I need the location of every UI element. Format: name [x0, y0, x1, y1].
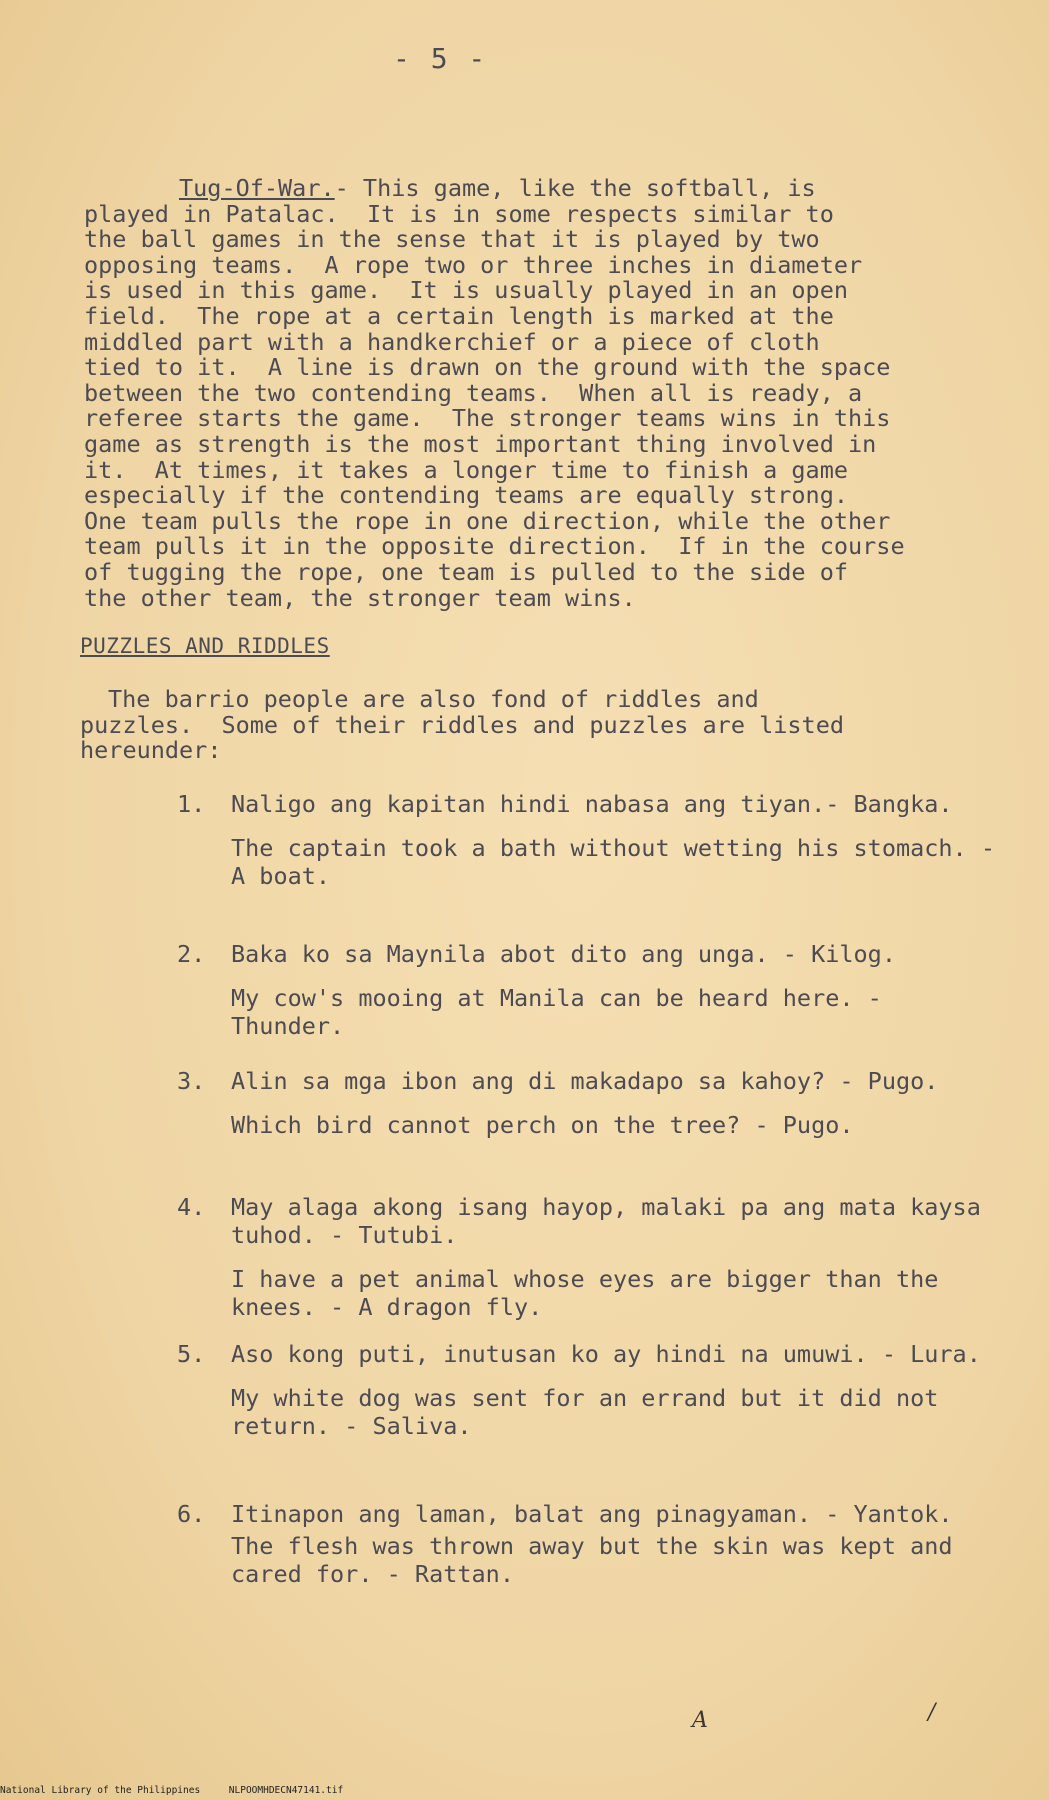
- riddle-number: 3.: [177, 1067, 206, 1095]
- riddle-english: My cow's mooing at Manila can be heard here. - Thunder.: [231, 984, 882, 1040]
- riddle-number: 5.: [177, 1340, 206, 1368]
- text-line: it. At times, it takes a longer time to finish a game: [84, 455, 849, 484]
- text-line: referee starts the game. The stronger teams wins in this: [84, 404, 891, 433]
- text-line: the ball games in the sense that it is played by two: [84, 225, 820, 254]
- riddle-tagalog: Alin sa mga ibon ang di makadapo sa kahoy? - Pugo.: [231, 1067, 939, 1095]
- riddle-number: 4.: [177, 1193, 206, 1221]
- riddle-number: 2.: [177, 940, 206, 968]
- text-line: especially if the contending teams are equally strong.: [84, 481, 849, 510]
- riddle-tagalog: Aso kong puti, inutusan ko ay hindi na umuwi. - Lura.: [231, 1340, 981, 1368]
- riddle-tagalog: Naligo ang kapitan hindi nabasa ang tiyan.- Bangka.: [231, 790, 953, 818]
- text-line: between the two contending teams. When all is ready, a: [84, 378, 863, 407]
- text-line: middled part with a handkerchief or a piece of cloth: [84, 327, 820, 356]
- riddle-item: [177, 940, 1001, 1040]
- archive-footer: National Library of the Philippines NLPOOMHDECN47141.tif: [0, 1785, 344, 1796]
- riddle-tagalog: Baka ko sa Maynila abot dito ang unga. - Kilog.: [231, 940, 896, 968]
- riddle-number: 6.: [177, 1500, 206, 1528]
- riddle-tagalog: May alaga akong isang hayop, malaki pa ang mata kaysa tuhod. - Tutubi.: [231, 1193, 981, 1249]
- riddle-english: The flesh was thrown away but the skin was kept and cared for. - Rattan.: [231, 1532, 953, 1588]
- handwritten-mark: /: [928, 1700, 936, 1725]
- tug-of-war-first-line-text: - This game, like the softball, is: [334, 174, 816, 202]
- text-line: team pulls it in the opposite direction. If in the course: [84, 532, 905, 561]
- riddle-tagalog: Itinapon ang laman, balat ang pinagyaman. - Yantok.: [231, 1500, 953, 1528]
- text-line: played in Patalac. It is in some respects similar to: [84, 199, 834, 228]
- section-heading: PUZZLES AND RIDDLES: [80, 634, 330, 658]
- riddle-item: [177, 1067, 1001, 1139]
- riddle-english: The captain took a bath without wetting his stomach. - A boat.: [231, 834, 996, 890]
- riddle-english: Which bird cannot perch on the tree? - Pugo.: [231, 1111, 854, 1139]
- text-line: tied to it. A line is drawn on the ground with the space: [84, 353, 891, 382]
- riddle-item: [177, 1500, 1001, 1588]
- text-line: the other team, the stronger team wins.: [84, 583, 636, 612]
- intro-paragraph: [80, 685, 988, 765]
- tug-of-war-first-line: [179, 176, 1004, 202]
- text-line: hereunder:: [80, 736, 222, 765]
- riddle-number: 1.: [177, 790, 206, 818]
- text-line: field. The rope at a certain length is marked at the: [84, 301, 834, 330]
- riddle-english: I have a pet animal whose eyes are bigger than the knees. - A dragon fly.: [231, 1265, 939, 1321]
- riddle-item: [177, 1340, 1001, 1440]
- riddle-english: My white dog was sent for an errand but it did not return. - Saliva.: [231, 1384, 939, 1440]
- riddle-item: [177, 790, 1001, 890]
- tug-of-war-paragraph: [84, 176, 1004, 611]
- text-line: The barrio people are also fond of riddles and: [108, 685, 759, 713]
- text-line: opposing teams. A rope two or three inches in diameter: [84, 250, 863, 279]
- text-line: One team pulls the rope in one direction, while the other: [84, 506, 891, 535]
- text-line: is used in this game. It is usually played in an open: [84, 276, 849, 305]
- text-line: of tugging the rope, one team is pulled to the side of: [84, 557, 849, 586]
- riddle-item: [177, 1193, 1001, 1321]
- tug-of-war-title: Tug-Of-War.: [179, 174, 335, 202]
- text-line: puzzles. Some of their riddles and puzzles are listed: [80, 710, 845, 739]
- text-line: game as strength is the most important thing involved in: [84, 429, 877, 458]
- handwritten-mark: A: [692, 1708, 708, 1733]
- page-number: - 5 -: [393, 42, 488, 75]
